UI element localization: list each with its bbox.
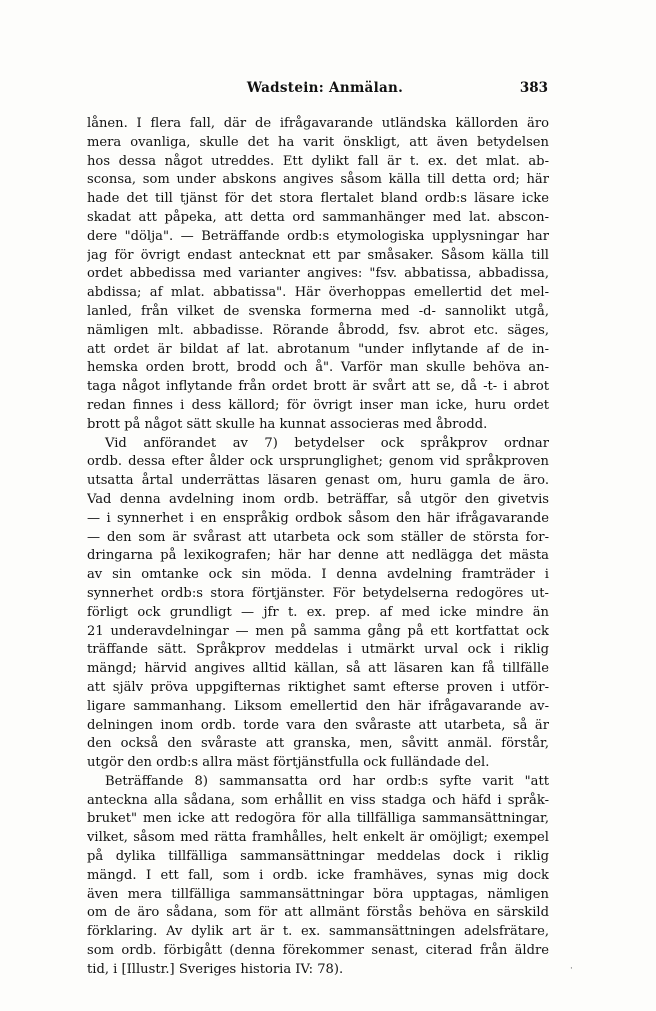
text-line: förklaring. Av dylik art är t. ex. sammansättningen adelsfrätare, [87,924,549,940]
text-line: mängd; härvid angives alltid källan, så att läsaren kan få tillfälle [87,661,549,677]
text-line: hade det till tjänst för det stora flertalet bland ordb:s läsare icke [87,191,549,207]
text-line: dere "dölja". — Beträffande ordb:s etymologiska upplysningar har [87,228,549,244]
text-line: mera ovanliga, skulle det ha varit önskligt, att även betydelsen [87,134,549,150]
text-line: hos dessa något utreddes. Ett dylikt fall är t. ex. det mlat. ab- [87,153,549,169]
footer-mark: · [570,964,573,974]
text-line: delningen inom ordb. torde vara den svåraste att utarbeta, så är [87,717,549,733]
text-line: att ordet är bildat af lat. abrotanum "under inflytande af de in- [87,341,549,357]
text-line: ordet abbedissa med varianter angives: "fsv. abbatissa, abbadissa, [87,266,549,282]
text-line: synnerhet ordb:s stora förtjänster. För betydelserna redogöres ut- [87,585,549,601]
text-line: förligt ock grundligt — jfr t. ex. prep. af med icke mindre än [87,604,549,620]
text-line: även mera tillfälliga sammansättningar böra upptagas, nämligen [87,886,549,902]
text-line: sconsa, som under abskons angives såsom källa till detta ord; här [87,172,549,188]
text-line: om de äro sådana, som för att allmänt förstås behöva en särskild [87,905,549,921]
text-line: Vad denna avdelning inom ordb. beträffar, så utgör den givetvis [87,491,549,507]
text-line: Vid anförandet av 7) betydelser ock språkprov ordnar [105,435,549,451]
text-line: jag för övrigt endast antecknat ett par småsaker. Såsom källa till [87,247,549,263]
text-line: ligare sammanhang. Liksom emellertid den här ifrågavarande av- [87,698,549,714]
text-line: 21 underavdelningar — men på samma gång på ett kortfattat ock [87,623,549,639]
text-line: — den som är svårast att utarbeta ock som ställer de största for- [87,529,549,545]
text-line: utsatta årtal underrättas läsaren genast om, huru gamla de äro. [87,473,549,489]
text-line: mängd. I ett fall, som i ordb. icke framhäves, synas mig dock [87,867,549,883]
page-number: 383 [519,80,548,96]
text-line: vilket, såsom med rätta framhålles, helt enkelt är omöjligt; exempel [87,830,549,846]
text-line: brott på något sätt skulle ha kunnat associeras med åbrodd. [87,416,488,432]
text-line: bruket" men icke att redogöra för alla tillfälliga sammansättningar, [87,811,549,827]
running-head: Wadstein: Anmälan. [246,80,404,96]
text-line: lanled, från vilket de svenska formerna med -d- sannolikt utgå, [87,303,549,319]
text-line: tid, i [Illustr.] Sveriges historia IV: 78). [87,961,344,977]
text-line: den också den svåraste att granska, men, såvitt anmäl. förstår, [87,736,549,752]
text-line: på dylika tillfälliga sammansättningar meddelas dock i riklig [87,849,549,865]
text-line: redan finnes i dess källord; för övrigt inser man icke, huru ordet [87,397,549,413]
text-line: att själv pröva uppgifternas riktighet samt efterse proven i utför- [87,679,549,695]
text-line: — i synnerhet i en enspråkig ordbok såsom den här ifrågavarande [87,510,549,526]
text-line: nämligen mlt. abbadisse. Rörande åbrodd, fsv. abrot etc. säges, [87,322,549,338]
text-line: abdissa; af mlat. abbatissa". Här överhoppas emellertid det mel- [87,285,549,301]
text-line: taga något inflytande från ordet brott är svårt att se, då -t- i abrot [87,379,549,395]
text-line: utgör den ordb:s allra mäst förtjänstfulla ock fulländade del. [87,755,490,771]
text-line: Beträffande 8) sammansatta ord har ordb:s syfte varit "att [105,773,549,789]
text-line: träffande sätt. Språkprov meddelas i utmärkt urval ock i riklig [87,642,549,658]
text-line: skadat att påpeka, att detta ord sammanhänger med lat. abscon- [87,209,549,225]
text-line: dringarna på lexikografen; här har denne att nedlägga det mästa [87,548,549,564]
page-header [102,80,548,100]
text-line: som ordb. förbigått (denna förekommer senast, citerad från äldre [87,943,549,959]
text-line: hemska orden brott, brodd och å". Varför man skulle behöva an- [87,360,549,376]
text-line: av sin omtanke ock sin möda. I denna avdelning framträder i [87,567,549,583]
text-line: anteckna alla sådana, som erhållit en viss stadga och häfd i språk- [87,792,549,808]
body-text [87,115,549,980]
text-line: lånen. I flera fall, där de ifrågavarande utländska källorden äro [87,116,549,131]
text-line: ordb. dessa efter ålder ock ursprunglighet; genom vid språkproven [87,454,549,470]
